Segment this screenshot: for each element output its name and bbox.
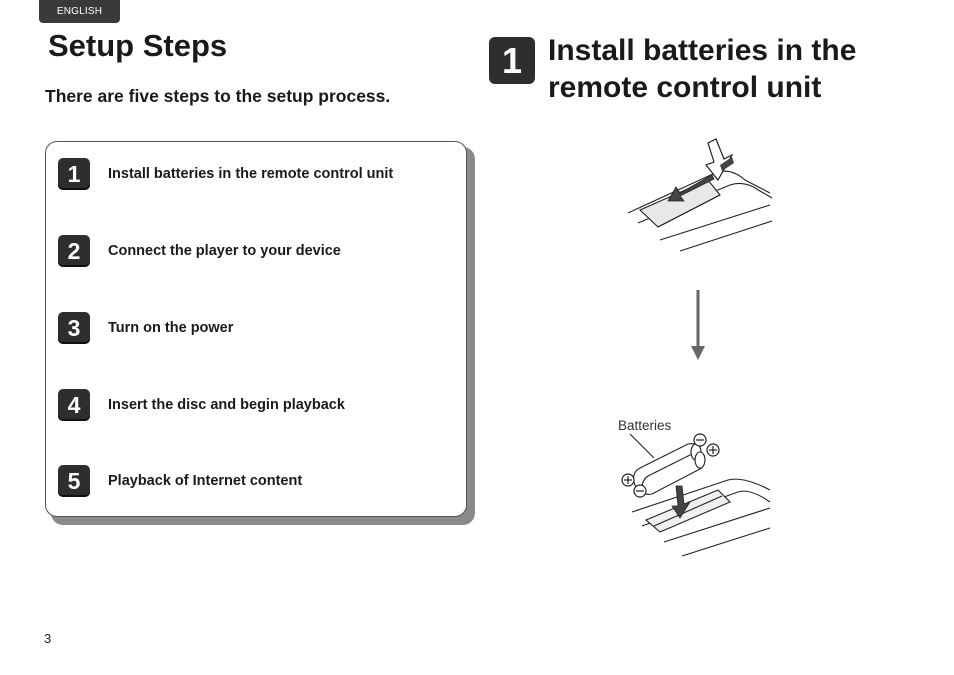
section-title: Install batteries in the remote control unit	[548, 34, 857, 104]
section-number-badge: 1	[489, 37, 535, 84]
step-label: Install batteries in the remote control unit	[108, 166, 394, 182]
step-number-badge: 2	[58, 235, 90, 267]
step-number-badge: 3	[58, 312, 90, 344]
page-number: 3	[44, 631, 52, 646]
language-tab[interactable]: ENGLISH	[39, 0, 120, 23]
batteries-label: Batteries	[618, 418, 672, 433]
steps-list	[45, 141, 467, 517]
step-number-badge: 5	[58, 465, 90, 497]
step-label: Playback of Internet content	[108, 473, 303, 489]
step-label: Insert the disc and begin playback	[108, 397, 345, 413]
step-item-1[interactable]	[58, 158, 393, 190]
step-item-5[interactable]	[58, 465, 302, 497]
page-subtitle: There are five steps to the setup process.	[45, 86, 391, 106]
step-number-badge: 1	[58, 158, 90, 190]
arrow-down-icon	[689, 290, 707, 362]
step-item-2[interactable]	[58, 235, 341, 267]
step-item-4[interactable]	[58, 389, 345, 421]
battery-insert-illustration	[618, 430, 773, 560]
page-title: Setup Steps	[48, 28, 228, 63]
step-label: Connect the player to your device	[108, 243, 341, 259]
remote-cover-open-illustration	[620, 135, 775, 260]
step-label: Turn on the power	[108, 320, 234, 336]
step-item-3[interactable]	[58, 312, 233, 344]
step-number-badge: 4	[58, 389, 90, 421]
